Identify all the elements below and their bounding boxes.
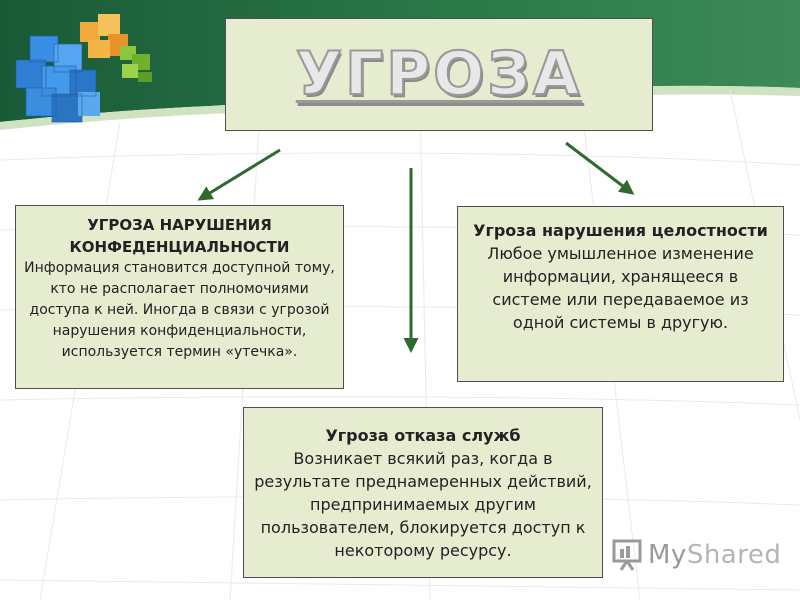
puzzle-cubes-logo <box>8 8 168 133</box>
confidentiality-threat-title: УГРОЗА НАРУШЕНИЯ КОНФЕДЕНЦИАЛЬНОСТИ <box>69 216 290 256</box>
denial-of-service-threat-title: Угроза отказа служб <box>325 426 521 445</box>
myshared-watermark <box>612 535 781 575</box>
denial-of-service-threat-description: Возникает всякий раз, когда в результате преднамеренных действий, предпринимаемых другим пользователем, блокируется доступ к некоторому ресурсу. <box>254 449 592 560</box>
watermark-text <box>648 540 781 570</box>
watermark-text-shared: Shared <box>686 540 782 570</box>
blue-cube-icon <box>16 36 100 122</box>
confidentiality-threat-box <box>15 205 344 389</box>
integrity-threat-description: Любое умышленное изменение информации, хранящееся в системе или передаваемое из одной системы в другую. <box>487 244 754 332</box>
integrity-threat-title: Угроза нарушения целостности <box>473 221 768 240</box>
diagram-title: УГРОЗА <box>295 39 583 109</box>
green-cube-icon <box>120 46 152 82</box>
confidentiality-threat-description: Информация становится доступной тому, кто не располагает полномочиями доступа к ней. Иногда в связи с угрозой нарушения конфиденциальности, используется термин «утечка». <box>24 260 335 360</box>
presentation-board-icon <box>612 539 642 571</box>
denial-of-service-threat-box <box>243 407 603 578</box>
title-box <box>225 18 653 131</box>
watermark-text-my: My <box>648 540 687 570</box>
integrity-threat-box <box>457 206 784 382</box>
